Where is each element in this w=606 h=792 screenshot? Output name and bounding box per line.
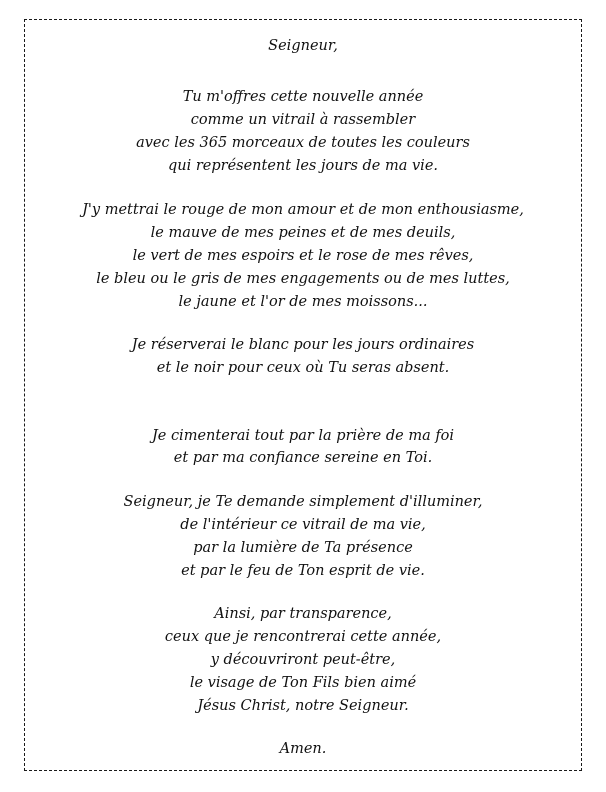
poem-closing: Amen. xyxy=(279,741,327,757)
poem-line: qui représentent les jours de ma vie. xyxy=(167,158,439,174)
poem-line: et par le feu de Ton esprit de vie. xyxy=(181,563,425,579)
poem-line: le vert de mes espoirs et le rose de mes rêves, xyxy=(132,248,474,264)
poem-line: le bleu ou le gris de mes engagements ou de mes luttes, xyxy=(96,271,510,287)
poem-line: Seigneur, je Te demande simplement d'illuminer, xyxy=(123,494,483,510)
poem-line: et par ma confiance sereine en Toi. xyxy=(173,450,433,466)
poem-line: le jaune et l'or de mes moissons... xyxy=(178,294,428,310)
poem-line: Jésus Christ, notre Seigneur. xyxy=(197,698,409,714)
poem-line: Ainsi, par transparence, xyxy=(214,606,392,622)
poem-line: comme un vitrail à rassembler xyxy=(190,112,416,128)
poem-line: y découvriront peut-être, xyxy=(210,652,396,668)
poem-line: avec les 365 morceaux de toutes les couleurs xyxy=(136,135,470,151)
poem-line: Je cimenterai tout par la prière de ma foi xyxy=(151,428,455,444)
poem-line: Tu m'offres cette nouvelle année xyxy=(182,89,424,105)
poem-line: et le noir pour ceux où Tu seras absent. xyxy=(156,360,450,376)
poem-line: J'y mettrai le rouge de mon amour et de mon enthousiasme, xyxy=(82,202,524,218)
poem-line: par la lumière de Ta présence xyxy=(193,540,413,556)
poem-line: ceux que je rencontrerai cette année, xyxy=(164,629,442,645)
poem-line: le visage de Ton Fils bien aimé xyxy=(189,675,417,691)
poem-line: Je réserverai le blanc pour les jours ordinaires xyxy=(131,337,475,353)
poem-greeting: Seigneur, xyxy=(268,38,338,54)
poem-line: de l'intérieur ce vitrail de ma vie, xyxy=(180,517,426,533)
poem-line: le mauve de mes peines et de mes deuils, xyxy=(150,225,456,241)
